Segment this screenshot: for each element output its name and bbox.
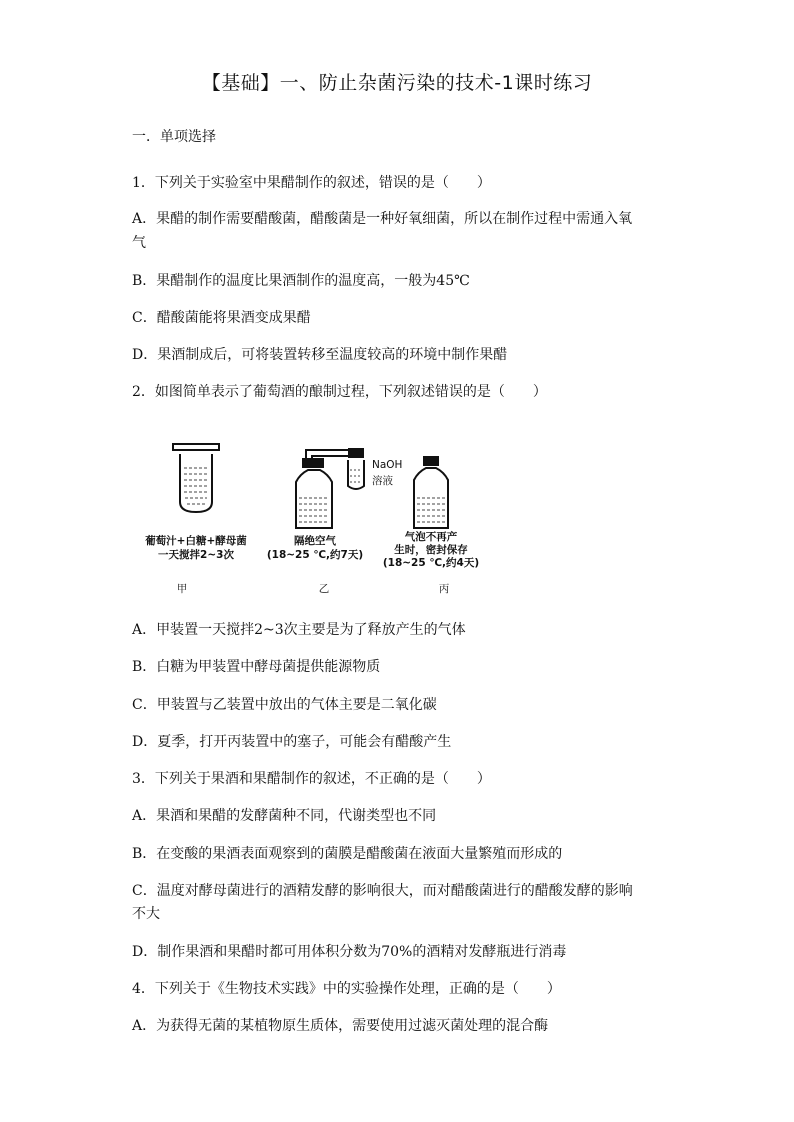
q1-option-a-cont: 气 [132, 235, 146, 251]
q3-stem: 3．下列关于果酒和果醋制作的叙述，不正确的是（ ） [132, 771, 491, 787]
q1-option-d: D．果酒制成后，可将装置转移至温度较高的环境中制作果醋 [132, 347, 508, 363]
naoh-label: NaOH [372, 459, 403, 471]
label-yi: 乙 [318, 583, 330, 595]
jia-caption-1: 葡萄汁+白糖+酵母菌 [145, 535, 247, 547]
q2-option-d: D．夏季，打开丙装置中的塞子，可能会有醋酸产生 [132, 734, 452, 750]
q3-option-c: C．温度对酵母菌进行的酒精发酵的影响很大，而对醋酸菌进行的醋酸发酵的影响 [132, 883, 633, 899]
q2-option-c: C．甲装置与乙装置中放出的气体主要是二氧化碳 [132, 697, 437, 713]
bing-caption-3: (18~25 ℃,约4天) [382, 557, 480, 569]
fermentation-figure [140, 432, 510, 602]
jia-caption-2: 一天搅拌2~3次 [158, 549, 234, 561]
q3-option-d: D．制作果酒和果醋时都可用体积分数为70%的酒精对发酵瓶进行消毒 [132, 944, 567, 960]
q3-option-c-cont: 不大 [132, 906, 160, 922]
fermentation-diagram [140, 432, 510, 602]
bing-caption-1: 气泡不再产 [404, 531, 458, 543]
q2-option-a: A．甲装置一天搅拌2~3次主要是为了释放产生的气体 [132, 622, 466, 638]
q3-option-b: B．在变酸的果酒表面观察到的菌膜是醋酸菌在液面大量繁殖而形成的 [132, 846, 563, 862]
q1-stem: 1．下列关于实验室中果醋制作的叙述，错误的是（ ） [132, 175, 491, 191]
label-jia: 甲 [176, 583, 188, 595]
yi-caption-2: (18~25 ℃,约7天) [266, 549, 364, 561]
q1-option-b: B．果醋制作的温度比果酒制作的温度高，一般为45℃ [132, 273, 470, 289]
bottle-bing [414, 456, 448, 528]
q1-option-a: A．果醋的制作需要醋酸菌，醋酸菌是一种好氧细菌，所以在制作过程中需通入氧 [132, 211, 633, 227]
page-title: 【基础】一、防止杂菌污染的技术-1课时练习 [201, 72, 593, 94]
jar-jia [173, 444, 219, 512]
q3-option-a: A．果酒和果醋的发酵菌种不同，代谢类型也不同 [132, 808, 437, 824]
bottle-yi [296, 448, 402, 528]
q4-stem: 4．下列关于《生物技术实践》中的实验操作处理，正确的是（ ） [132, 981, 561, 997]
q2-option-b: B．白糖为甲装置中酵母菌提供能源物质 [132, 659, 381, 675]
label-bing: 丙 [438, 583, 450, 595]
section-heading: 一．单项选择 [132, 129, 216, 145]
q4-option-a: A．为获得无菌的某植物原生质体，需要使用过滤灭菌处理的混合酶 [132, 1018, 549, 1034]
yi-caption-1: 隔绝空气 [294, 535, 336, 547]
naoh-label-2: 溶液 [372, 475, 393, 487]
bing-caption-2: 生时，密封保存 [394, 544, 468, 556]
q2-stem: 2．如图简单表示了葡萄酒的酿制过程，下列叙述错误的是（ ） [132, 384, 547, 400]
q1-option-c: C．醋酸菌能将果酒变成果醋 [132, 310, 311, 326]
